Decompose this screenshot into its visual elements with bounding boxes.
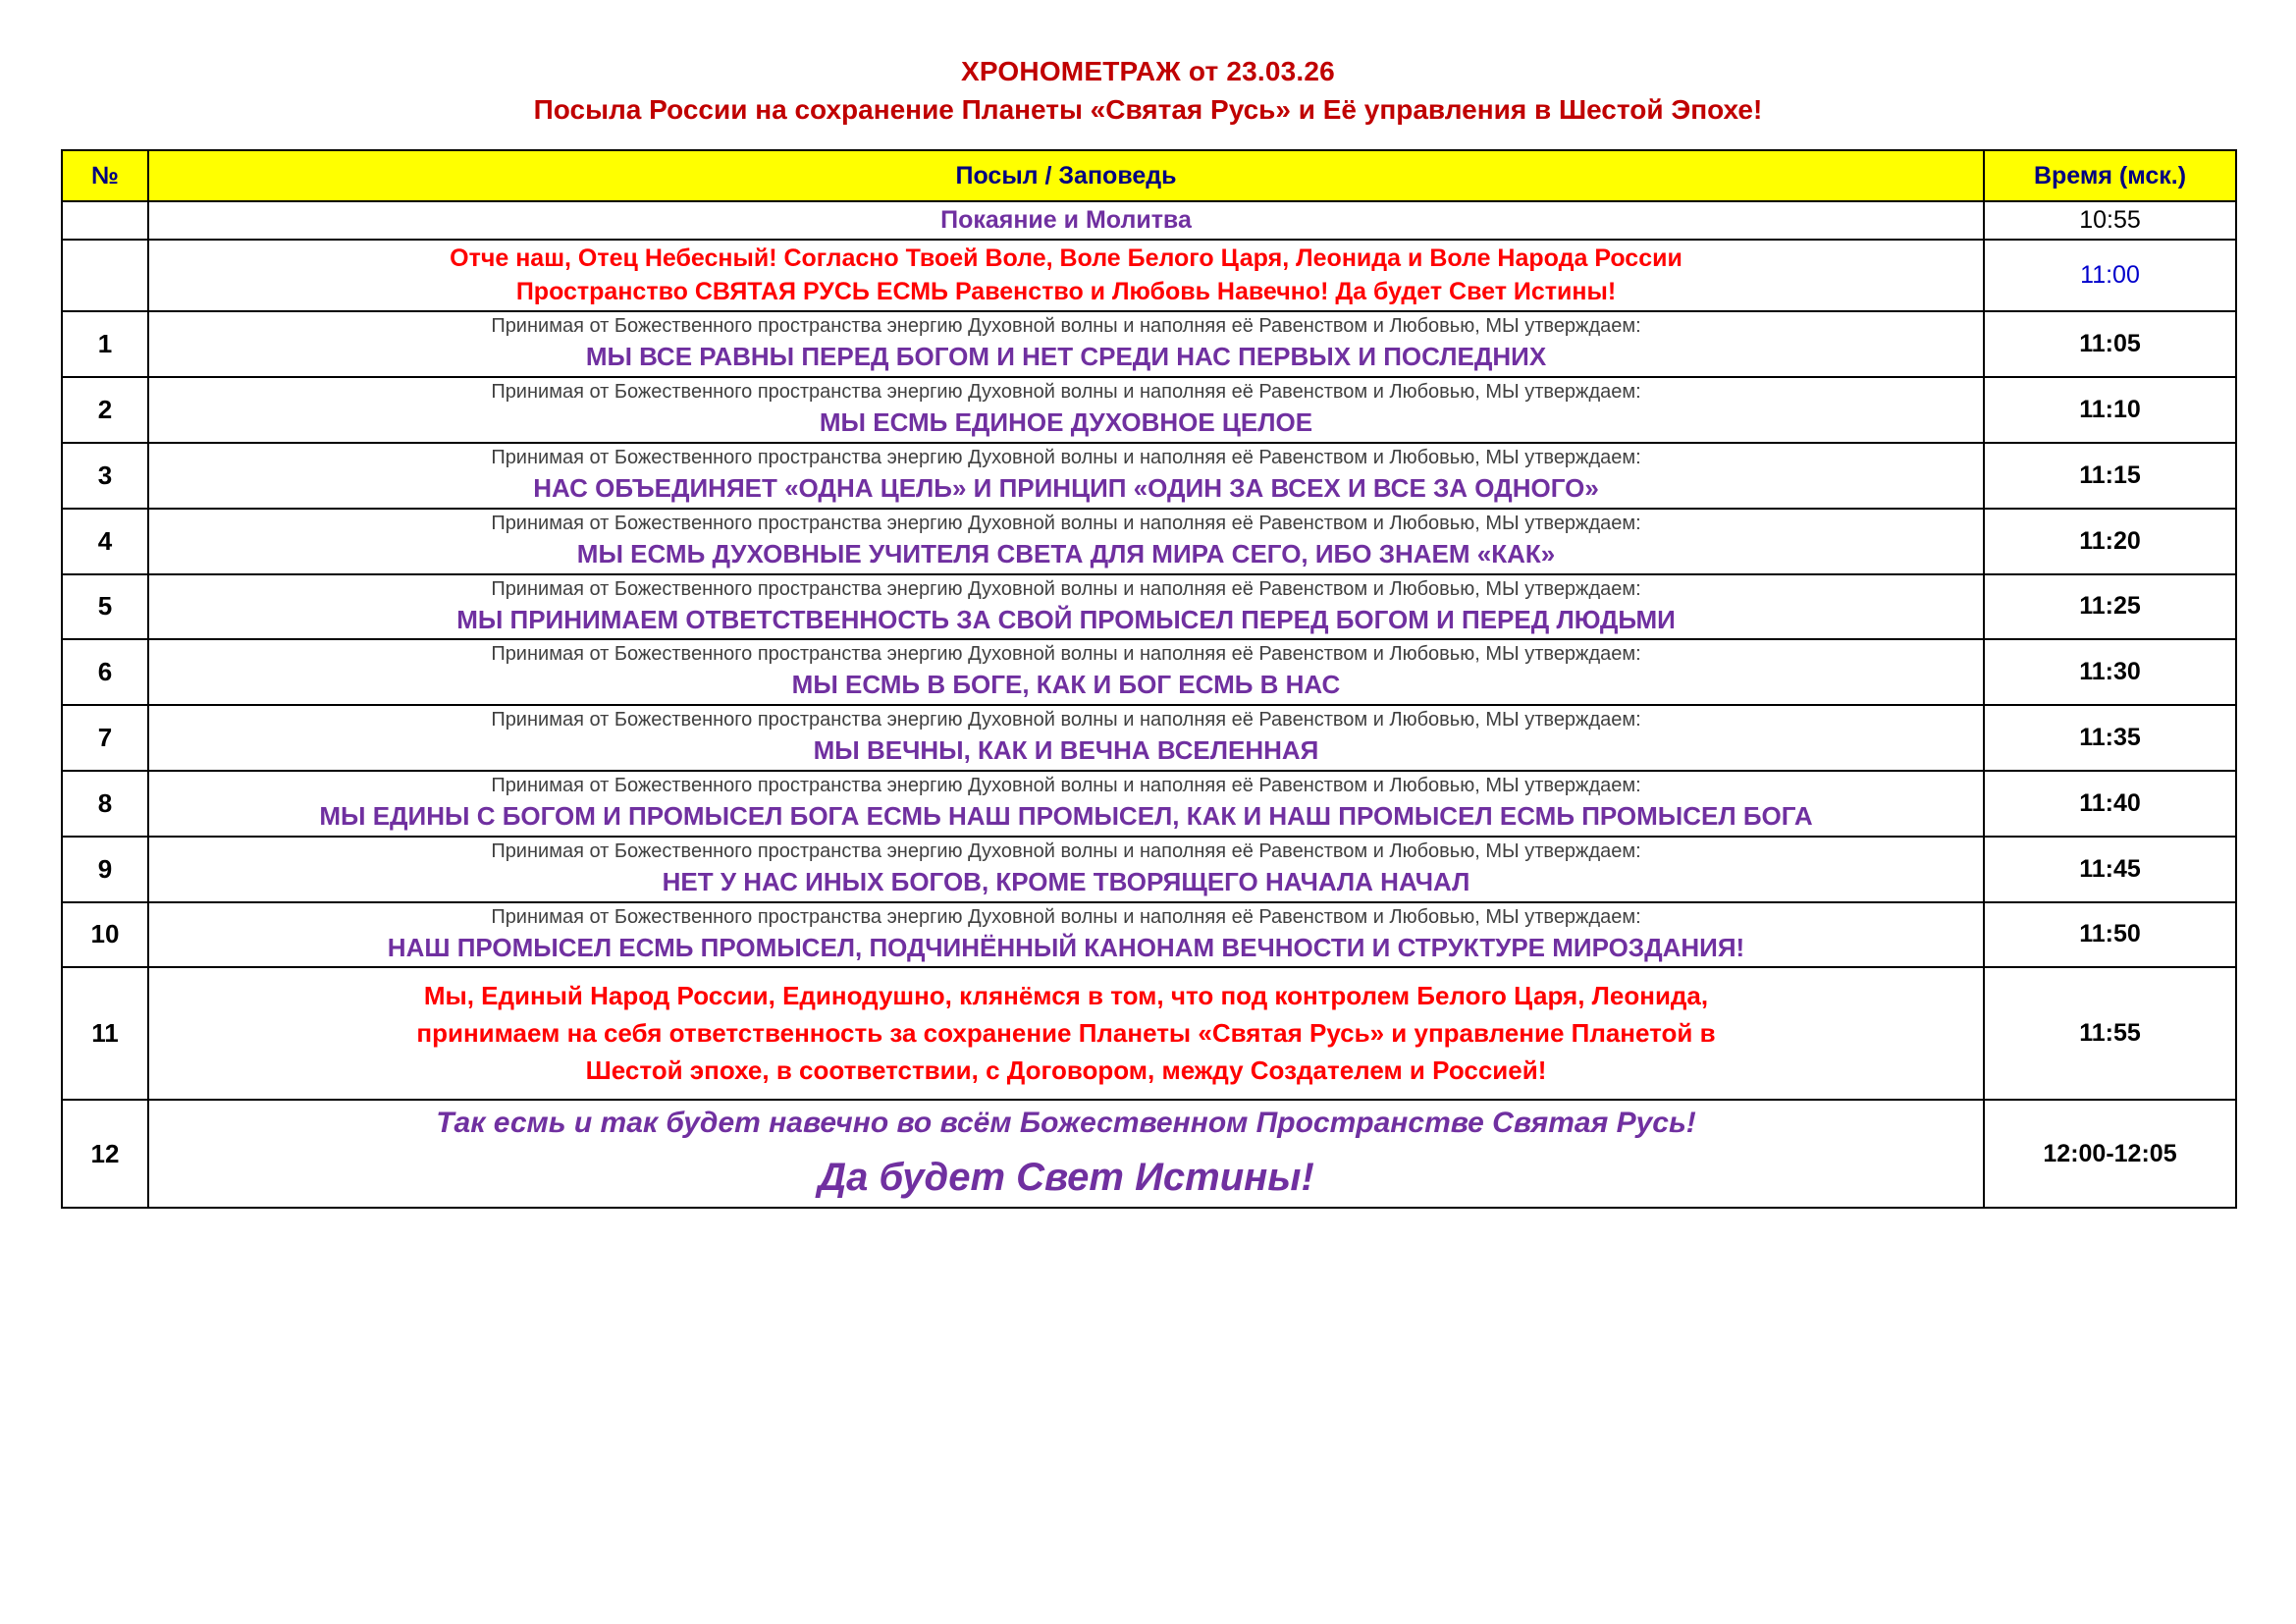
table-row bbox=[62, 377, 2236, 443]
table-row bbox=[62, 311, 2236, 377]
page-title: ХРОНОМЕТРАЖ от 23.03.26 bbox=[961, 56, 1335, 86]
row-time: 11:40 bbox=[1984, 771, 2236, 837]
oath-block bbox=[155, 970, 1977, 1097]
column-header-time: Время (мск.) bbox=[1984, 150, 2236, 201]
column-header-text: Посыл / Заповедь bbox=[148, 150, 1984, 201]
row-number: 6 bbox=[62, 639, 148, 705]
commandment-text: МЫ ВЕЧНЫ, КАК И ВЕЧНА ВСЕЛЕННАЯ bbox=[813, 735, 1319, 766]
row-time: 11:50 bbox=[1984, 902, 2236, 968]
oath-line-2: принимаем на себя ответственность за сохранение Планеты «Святая Русь» и управление Планетой в bbox=[416, 1018, 1716, 1049]
final-line-1: Так есмь и так будет навечно во всём Божественном Пространстве Святая Русь! bbox=[436, 1107, 1696, 1140]
column-header-num: № bbox=[62, 150, 148, 201]
intro-line: Принимая от Божественного пространства энергию Духовной волны и наполняя её Равенством и Любовью, МЫ утверждаем: bbox=[491, 839, 1641, 862]
table-row bbox=[62, 443, 2236, 509]
oath-line-3: Шестой эпохе, в соответствии, с Договором, между Создателем и Россией! bbox=[585, 1055, 1547, 1085]
intro-line: Принимая от Божественного пространства энергию Духовной волны и наполняя её Равенством и Любовью, МЫ утверждаем: bbox=[491, 709, 1641, 731]
row-content bbox=[148, 902, 1984, 968]
row-content bbox=[148, 639, 1984, 705]
table-row bbox=[62, 240, 2236, 312]
row-content bbox=[148, 201, 1984, 240]
commandment-text: МЫ ПРИНИМАЕМ ОТВЕТСТВЕННОСТЬ ЗА СВОЙ ПРОМЫСЕЛ ПЕРЕД БОГОМ И ПЕРЕД ЛЮДЬМИ bbox=[456, 604, 1676, 634]
intro-line: Принимая от Божественного пространства энергию Духовной волны и наполняя её Равенством и Любовью, МЫ утверждаем: bbox=[491, 315, 1641, 338]
table-row bbox=[62, 837, 2236, 902]
row-content bbox=[148, 509, 1984, 574]
row-content bbox=[148, 574, 1984, 640]
table-header-row bbox=[62, 150, 2236, 201]
row-time: 11:20 bbox=[1984, 509, 2236, 574]
row-number: 12 bbox=[62, 1100, 148, 1208]
table-row bbox=[62, 1100, 2236, 1208]
prayer-line-2: Пространство СВЯТАЯ РУСЬ ЕСМЬ Равенство и Любовь Навечно! Да будет Свет Истины! bbox=[515, 277, 1617, 305]
table-row bbox=[62, 509, 2236, 574]
row-content bbox=[148, 1100, 1984, 1208]
table-row bbox=[62, 705, 2236, 771]
row-content bbox=[148, 443, 1984, 509]
document-header bbox=[59, 54, 2237, 128]
intro-line: Принимая от Божественного пространства энергию Духовной волны и наполняя её Равенством и Любовью, МЫ утверждаем: bbox=[491, 774, 1641, 796]
commandment-text: МЫ ЕСМЬ В БОГЕ, КАК И БОГ ЕСМЬ В НАС bbox=[791, 670, 1341, 700]
row-time: 11:00 bbox=[1984, 240, 2236, 312]
row-time: 11:35 bbox=[1984, 705, 2236, 771]
page-subtitle: Посыла России на сохранение Планеты «Святая Русь» и Её управления в Шестой Эпохе! bbox=[533, 94, 1763, 125]
row-number: 7 bbox=[62, 705, 148, 771]
row-number: 8 bbox=[62, 771, 148, 837]
row-content bbox=[148, 837, 1984, 902]
row-time: 11:25 bbox=[1984, 574, 2236, 640]
table-row bbox=[62, 902, 2236, 968]
row-number bbox=[62, 201, 148, 240]
commandment-text: НЕТ У НАС ИНЫХ БОГОВ, КРОМЕ ТВОРЯЩЕГО НАЧАЛА НАЧАЛ bbox=[662, 866, 1470, 896]
row-number: 10 bbox=[62, 902, 148, 968]
row-time: 10:55 bbox=[1984, 201, 2236, 240]
commandment-text: МЫ ЕСМЬ ЕДИНОЕ ДУХОВНОЕ ЦЕЛОЕ bbox=[819, 407, 1313, 438]
row-number: 3 bbox=[62, 443, 148, 509]
row-number: 4 bbox=[62, 509, 148, 574]
intro-line: Принимая от Божественного пространства энергию Духовной волны и наполняя её Равенством и Любовью, МЫ утверждаем: bbox=[491, 643, 1641, 666]
commandment-text: НАШ ПРОМЫСЕЛ ЕСМЬ ПРОМЫСЕЛ, ПОДЧИНЁННЫЙ КАНОНАМ ВЕЧНОСТИ И СТРУКТУРЕ МИРОЗДАНИЯ! bbox=[387, 932, 1745, 962]
row-time: 11:05 bbox=[1984, 311, 2236, 377]
row-content bbox=[148, 967, 1984, 1100]
commandment-text: МЫ ЕСМЬ ДУХОВНЫЕ УЧИТЕЛЯ СВЕТА ДЛЯ МИРА СЕГО, ИБО ЗНАЕМ «КАК» bbox=[576, 538, 1556, 568]
row-number: 1 bbox=[62, 311, 148, 377]
row-number: 2 bbox=[62, 377, 148, 443]
row-number bbox=[62, 240, 148, 312]
commandment-text: МЫ ВСЕ РАВНЫ ПЕРЕД БОГОМ И НЕТ СРЕДИ НАС ПЕРВЫХ И ПОСЛЕДНИХ bbox=[585, 342, 1547, 372]
intro-line: Принимая от Божественного пространства энергию Духовной волны и наполняя её Равенством и Любовью, МЫ утверждаем: bbox=[491, 381, 1641, 404]
intro-line: Принимая от Божественного пространства энергию Духовной волны и наполняя её Равенством и Любовью, МЫ утверждаем: bbox=[491, 512, 1641, 534]
row-time: 11:30 bbox=[1984, 639, 2236, 705]
row-time: 11:45 bbox=[1984, 837, 2236, 902]
table-row bbox=[62, 967, 2236, 1100]
row-number: 9 bbox=[62, 837, 148, 902]
table-row bbox=[62, 201, 2236, 240]
row-title-text: Покаяние и Молитва bbox=[940, 206, 1192, 235]
row-time: 11:55 bbox=[1984, 967, 2236, 1100]
row-number: 11 bbox=[62, 967, 148, 1100]
table-row bbox=[62, 639, 2236, 705]
row-content bbox=[148, 311, 1984, 377]
row-content bbox=[148, 705, 1984, 771]
intro-line: Принимая от Божественного пространства энергию Духовной волны и наполняя её Равенством и Любовью, МЫ утверждаем: bbox=[491, 577, 1641, 600]
schedule-table bbox=[61, 149, 2237, 1209]
intro-line: Принимая от Божественного пространства энергию Духовной волны и наполняя её Равенством и Любовью, МЫ утверждаем: bbox=[491, 446, 1641, 468]
final-line-2: Да будет Свет Истины! bbox=[818, 1156, 1314, 1200]
row-content bbox=[148, 771, 1984, 837]
commandment-text: НАС ОБЪЕДИНЯЕТ «ОДНА ЦЕЛЬ» И ПРИНЦИП «ОДИН ЗА ВСЕХ И ВСЕ ЗА ОДНОГО» bbox=[533, 472, 1599, 503]
row-number: 5 bbox=[62, 574, 148, 640]
table-row bbox=[62, 574, 2236, 640]
row-time: 11:15 bbox=[1984, 443, 2236, 509]
row-content bbox=[148, 377, 1984, 443]
prayer-line-1: Отче наш, Отец Небесный! Согласно Твоей Воле, Воле Белого Царя, Леонида и Воле Народа России bbox=[450, 244, 1682, 272]
row-time: 12:00-12:05 bbox=[1984, 1100, 2236, 1208]
row-content bbox=[148, 240, 1984, 312]
row-time: 11:10 bbox=[1984, 377, 2236, 443]
table-row bbox=[62, 771, 2236, 837]
commandment-text: МЫ ЕДИНЫ С БОГОМ И ПРОМЫСЕЛ БОГА ЕСМЬ НАШ ПРОМЫСЕЛ, КАК И НАШ ПРОМЫСЕЛ ЕСМЬ ПРОМЫСЕЛ БОГА bbox=[319, 800, 1813, 831]
intro-line: Принимая от Божественного пространства энергию Духовной волны и наполняя её Равенством и Любовью, МЫ утверждаем: bbox=[491, 905, 1641, 928]
oath-line-1: Мы, Единый Народ России, Единодушно, клянёмся в том, что под контролем Белого Царя, Леонида, bbox=[423, 981, 1709, 1011]
